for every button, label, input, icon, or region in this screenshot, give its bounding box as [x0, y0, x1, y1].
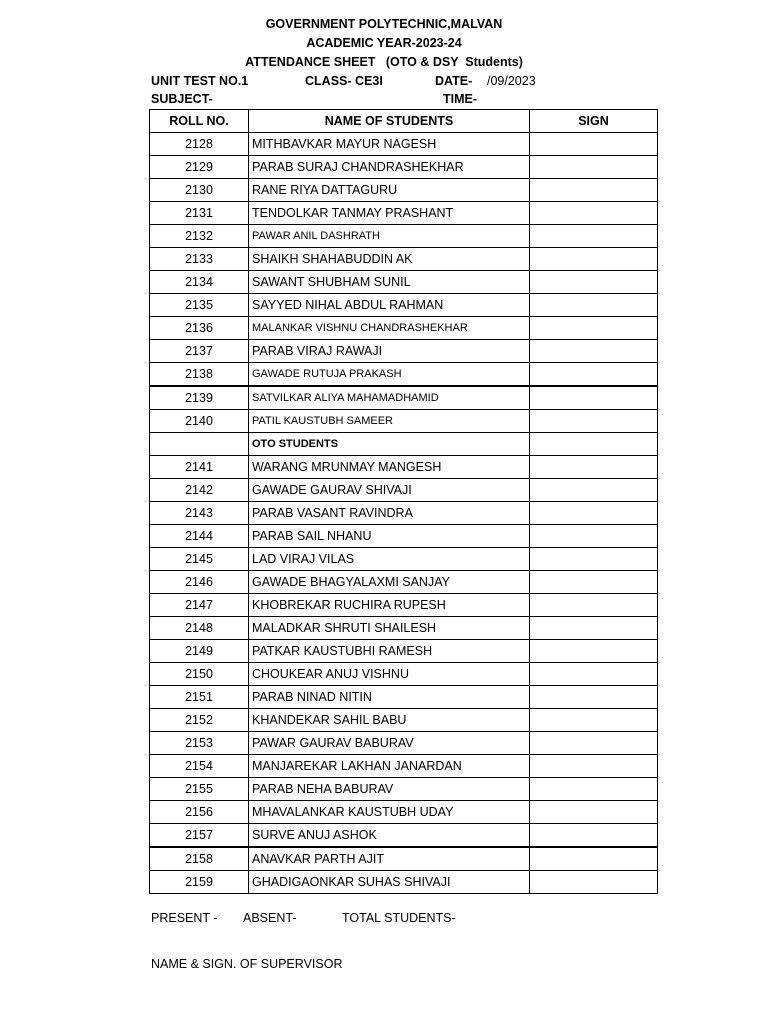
roll-number-cell: 2133 [150, 248, 249, 271]
table-row [150, 248, 658, 271]
sign-cell[interactable] [530, 617, 658, 640]
student-name-cell: SURVE ANUJ ASHOK [249, 824, 530, 848]
sign-cell[interactable] [530, 294, 658, 317]
sheet-title: ATTENDANCE SHEET (OTO & DSY Students) [245, 55, 523, 69]
roll-number-cell: 2132 [150, 225, 249, 248]
roll-number-cell: 2143 [150, 502, 249, 525]
roll-number-cell: 2144 [150, 525, 249, 548]
table-row [150, 363, 658, 387]
sign-cell[interactable] [530, 156, 658, 179]
student-name-cell: KHANDEKAR SAHIL BABU [249, 709, 530, 732]
total-students-label: TOTAL STUDENTS- [342, 911, 456, 925]
student-name-cell: GAWADE GAURAV SHIVAJI [249, 479, 530, 502]
roll-number-cell: 2152 [150, 709, 249, 732]
sign-cell[interactable] [530, 363, 658, 387]
student-name-cell: GHADIGAONKAR SUHAS SHIVAJI [249, 871, 530, 894]
sign-cell[interactable] [530, 755, 658, 778]
roll-number-cell: 2137 [150, 340, 249, 363]
present-label: PRESENT - [151, 911, 218, 925]
roll-number-cell: 2158 [150, 847, 249, 871]
student-name-cell: PATIL KAUSTUBH SAMEER [249, 410, 530, 433]
table-row [150, 271, 658, 294]
sign-cell[interactable] [530, 248, 658, 271]
table-row [150, 202, 658, 225]
table-row [150, 640, 658, 663]
roll-number-cell: 2149 [150, 640, 249, 663]
column-header-sign: SIGN [530, 110, 658, 133]
sign-cell[interactable] [530, 732, 658, 755]
class-label: CLASS- CE3I [305, 74, 383, 88]
roll-number-cell: 2139 [150, 386, 249, 410]
sign-cell[interactable] [530, 317, 658, 340]
table-header-row [150, 110, 658, 133]
sign-cell[interactable] [530, 271, 658, 294]
student-name-cell: MALANKAR VISHNU CHANDRASHEKHAR [249, 317, 530, 340]
student-name-cell: MANJAREKAR LAKHAN JANARDAN [249, 755, 530, 778]
section-row [150, 433, 658, 456]
sign-cell[interactable] [530, 179, 658, 202]
table-row [150, 179, 658, 202]
student-name-cell: MITHBAVKAR MAYUR NAGESH [249, 133, 530, 156]
sign-cell[interactable] [530, 640, 658, 663]
institute-name: GOVERNMENT POLYTECHNIC,MALVAN [265, 17, 503, 31]
roll-number-cell: 2131 [150, 202, 249, 225]
sign-cell[interactable] [530, 571, 658, 594]
table-row [150, 801, 658, 824]
student-name-cell: PAWAR ANIL DASHRATH [249, 225, 530, 248]
table-row [150, 525, 658, 548]
student-name-cell: PARAB NINAD NITIN [249, 686, 530, 709]
roll-number-cell: 2145 [150, 548, 249, 571]
table-row [150, 686, 658, 709]
sign-cell[interactable] [530, 871, 658, 894]
table-row [150, 778, 658, 801]
table-row [150, 732, 658, 755]
table-row [150, 617, 658, 640]
roll-number-cell [150, 433, 249, 456]
sign-cell[interactable] [530, 525, 658, 548]
date-label: DATE- [435, 74, 473, 88]
table-row [150, 663, 658, 686]
roll-number-cell: 2135 [150, 294, 249, 317]
sign-cell[interactable] [530, 456, 658, 479]
time-label: TIME- [443, 92, 478, 106]
roll-number-cell: 2154 [150, 755, 249, 778]
academic-year: ACADEMIC YEAR-2023-24 [306, 36, 462, 50]
table-row [150, 133, 658, 156]
student-name-cell: SAWANT SHUBHAM SUNIL [249, 271, 530, 294]
roll-number-cell: 2128 [150, 133, 249, 156]
roll-number-cell: 2150 [150, 663, 249, 686]
sign-cell[interactable] [530, 410, 658, 433]
sign-cell[interactable] [530, 663, 658, 686]
sign-cell[interactable] [530, 386, 658, 410]
section-heading: OTO STUDENTS [249, 433, 530, 456]
student-name-cell: CHOUKEAR ANUJ VISHNU [249, 663, 530, 686]
student-name-cell: MALADKAR SHRUTI SHAILESH [249, 617, 530, 640]
table-row [150, 340, 658, 363]
table-row [150, 871, 658, 894]
sign-cell[interactable] [530, 202, 658, 225]
table-row [150, 225, 658, 248]
sign-cell[interactable] [530, 548, 658, 571]
sign-cell[interactable] [530, 133, 658, 156]
sign-cell[interactable] [530, 594, 658, 617]
roll-number-cell: 2155 [150, 778, 249, 801]
attendance-table [149, 109, 658, 894]
table-row [150, 824, 658, 848]
sign-cell[interactable] [530, 433, 658, 456]
sign-cell[interactable] [530, 709, 658, 732]
roll-number-cell: 2151 [150, 686, 249, 709]
student-name-cell: WARANG MRUNMAY MANGESH [249, 456, 530, 479]
absent-label: ABSENT- [243, 911, 297, 925]
roll-number-cell: 2159 [150, 871, 249, 894]
roll-number-cell: 2130 [150, 179, 249, 202]
roll-number-cell: 2153 [150, 732, 249, 755]
sign-cell[interactable] [530, 479, 658, 502]
student-name-cell: SHAIKH SHAHABUDDIN AK [249, 248, 530, 271]
table-row [150, 386, 658, 410]
student-name-cell: PARAB VIRAJ RAWAJI [249, 340, 530, 363]
roll-number-cell: 2142 [150, 479, 249, 502]
sign-cell[interactable] [530, 686, 658, 709]
student-name-cell: RANE RIYA DATTAGURU [249, 179, 530, 202]
sign-cell[interactable] [530, 778, 658, 801]
student-name-cell: PARAB SURAJ CHANDRASHEKHAR [249, 156, 530, 179]
table-row [150, 709, 658, 732]
student-name-cell: GAWADE BHAGYALAXMI SANJAY [249, 571, 530, 594]
roll-number-cell: 2147 [150, 594, 249, 617]
roll-number-cell: 2138 [150, 363, 249, 387]
sign-cell[interactable] [530, 824, 658, 848]
table-row [150, 847, 658, 871]
roll-number-cell: 2136 [150, 317, 249, 340]
roll-number-cell: 2148 [150, 617, 249, 640]
student-name-cell: PARAB VASANT RAVINDRA [249, 502, 530, 525]
column-header-name: NAME OF STUDENTS [249, 110, 530, 133]
student-name-cell: PARAB SAIL NHANU [249, 525, 530, 548]
table-row [150, 548, 658, 571]
table-row [150, 410, 658, 433]
subject-label: SUBJECT- [151, 92, 213, 106]
student-name-cell: GAWADE RUTUJA PRAKASH [249, 363, 530, 387]
table-row [150, 294, 658, 317]
table-row [150, 594, 658, 617]
table-row [150, 571, 658, 594]
roll-number-cell: 2140 [150, 410, 249, 433]
roll-number-cell: 2129 [150, 156, 249, 179]
roll-number-cell: 2134 [150, 271, 249, 294]
table-row [150, 317, 658, 340]
table-row [150, 479, 658, 502]
table-row [150, 755, 658, 778]
roll-number-cell: 2141 [150, 456, 249, 479]
column-header-roll: ROLL NO. [150, 110, 249, 133]
student-name-cell: PATKAR KAUSTUBHI RAMESH [249, 640, 530, 663]
student-name-cell: PARAB NEHA BABURAV [249, 778, 530, 801]
sign-cell[interactable] [530, 801, 658, 824]
student-name-cell: PAWAR GAURAV BABURAV [249, 732, 530, 755]
table-row [150, 156, 658, 179]
student-name-cell: MHAVALANKAR KAUSTUBH UDAY [249, 801, 530, 824]
roll-number-cell: 2156 [150, 801, 249, 824]
sign-cell[interactable] [530, 225, 658, 248]
student-name-cell: KHOBREKAR RUCHIRA RUPESH [249, 594, 530, 617]
student-name-cell: ANAVKAR PARTH AJIT [249, 847, 530, 871]
sign-cell[interactable] [530, 502, 658, 525]
date-value: /09/2023 [487, 74, 536, 88]
table-row [150, 502, 658, 525]
student-name-cell: TENDOLKAR TANMAY PRASHANT [249, 202, 530, 225]
student-name-cell: SATVILKAR ALIYA MAHAMADHAMID [249, 386, 530, 410]
sign-cell[interactable] [530, 847, 658, 871]
supervisor-sign-label: NAME & SIGN. OF SUPERVISOR [151, 957, 343, 971]
roll-number-cell: 2146 [150, 571, 249, 594]
unit-test-label: UNIT TEST NO.1 [151, 74, 249, 88]
table-row [150, 456, 658, 479]
student-name-cell: SAYYED NIHAL ABDUL RAHMAN [249, 294, 530, 317]
roll-number-cell: 2157 [150, 824, 249, 848]
sign-cell[interactable] [530, 340, 658, 363]
student-name-cell: LAD VIRAJ VILAS [249, 548, 530, 571]
